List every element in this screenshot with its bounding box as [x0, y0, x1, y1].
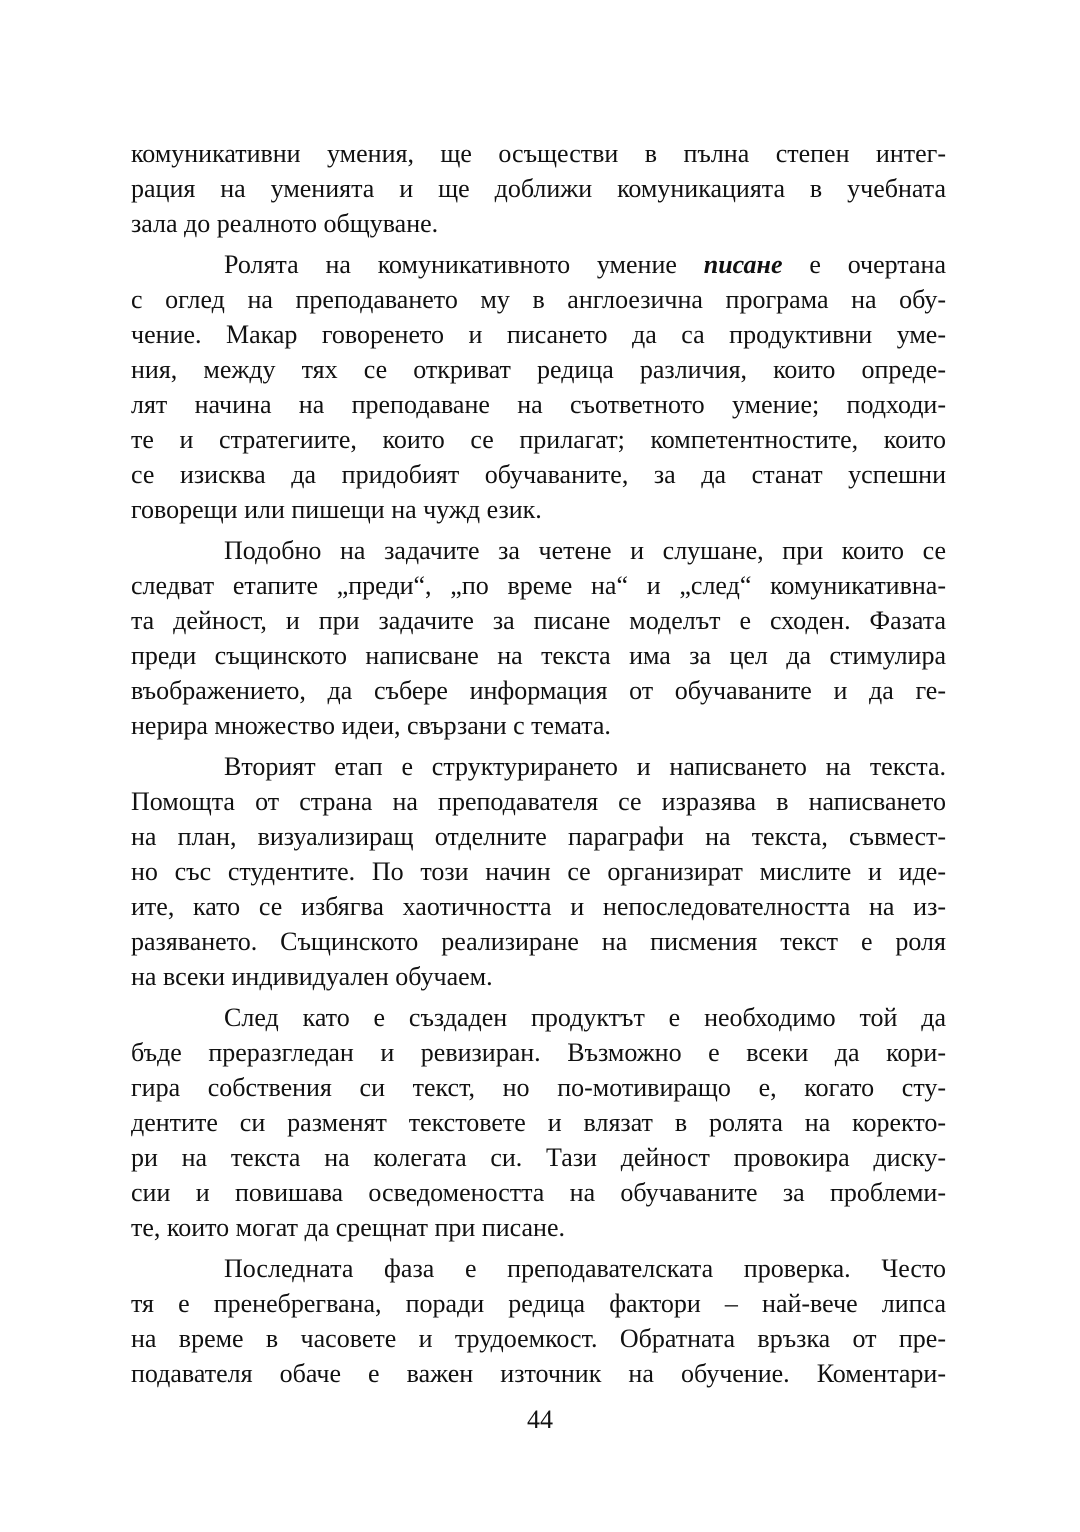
text-line: Последната фаза е преподавателската проверка. Често — [224, 1254, 946, 1283]
text-line: на време в часовете и трудоемкост. Обратната връзка от пре- — [131, 1324, 946, 1353]
text-line: на всеки индивидуален обучаем. — [131, 962, 493, 991]
text-line: ри на текста на колегата си. Тази дейност провокира диску- — [131, 1143, 946, 1172]
text-line: говорещи или пишещи на чужд език. — [131, 495, 542, 524]
text-line: ите, като се избягва хаотичността и непоследователността на из- — [131, 892, 946, 921]
text-line: въображението, да събере информация от обучаваните и да ге- — [131, 676, 946, 705]
text-line — [131, 247, 946, 282]
text-line: След като е създаден продуктът е необходимо той да — [224, 1003, 946, 1032]
text-line: Вторият етап е структурирането и написването на текста. — [224, 752, 946, 781]
text-line: с оглед на преподаването му в англоезична програма на обу- — [131, 285, 946, 314]
text-line: те, които могат да срещнат при писане. — [131, 1213, 566, 1242]
text-line: нерира множество идеи, свързани с темата. — [131, 711, 611, 740]
text-line: следват етапите „преди“, „по време на“ и „след“ комуникативна- — [131, 571, 946, 600]
emphasis-term: писане — [703, 250, 783, 279]
text-line: подавателя обаче е важен източник на обучение. Коментари- — [131, 1359, 946, 1388]
text-line: се изисква да придобият обучаваните, за да станат успешни — [131, 460, 946, 489]
text-line: чение. Макар говоренето и писането да са продуктивни уме- — [131, 320, 946, 349]
page-number: 44 — [527, 1405, 553, 1434]
body-text — [131, 136, 946, 1391]
text-line: сии и повишава осведомеността на обучаваните за проблеми- — [131, 1178, 946, 1207]
text-fragment: е очертана — [782, 250, 946, 279]
text-line: тя е пренебрегвана, поради редица фактори – най-вече липса — [131, 1289, 946, 1318]
text-line: но със студентите. По този начин се организират мислите и иде- — [131, 857, 946, 886]
text-line: гира собствения си текст, но по-мотивиращо е, когато сту- — [131, 1073, 946, 1102]
text-line: лят начина на преподаване на съответното умение; подходи- — [131, 390, 946, 419]
text-line: ния, между тях се откриват редица различия, които опреде- — [131, 355, 946, 384]
text-line: та дейност, и при задачите за писане моделът е сходен. Фазата — [131, 606, 946, 635]
text-line: зала до реалното общуване. — [131, 209, 439, 238]
text-line: разяването. Същинското реализиране на писмения текст е роля — [131, 927, 946, 956]
paragraph-6 — [131, 1251, 946, 1391]
text-line: комуникативни умения, ще осъществи в пълна степен интег- — [131, 139, 946, 168]
text-line: дентите си разменят текстовете и влязат в ролята на коректо- — [131, 1108, 946, 1137]
text-line: рация на уменията и ще доближи комуникацията в учебната — [131, 174, 946, 203]
text-line: преди същинското написване на текста има за цел да стимулира — [131, 641, 946, 670]
paragraph-2 — [131, 247, 946, 527]
text-line: Подобно на задачите за четене и слушане, при които се — [224, 536, 946, 565]
paragraph-4 — [131, 749, 946, 994]
text-line: Помощта от страна на преподавателя се изразява в написването — [131, 787, 946, 816]
text-fragment: Ролята на комуникативното умение — [224, 250, 704, 279]
paragraph-3 — [131, 533, 946, 743]
paragraph-1 — [131, 136, 946, 241]
text-line: те и стратегиите, които се прилагат; компетентностите, които — [131, 425, 946, 454]
text-line: на план, визуализиращ отделните параграфи на текста, съвмест- — [131, 822, 946, 851]
paragraph-5 — [131, 1000, 946, 1245]
text-line: бъде преразгледан и ревизиран. Възможно е всеки да кори- — [131, 1038, 946, 1067]
